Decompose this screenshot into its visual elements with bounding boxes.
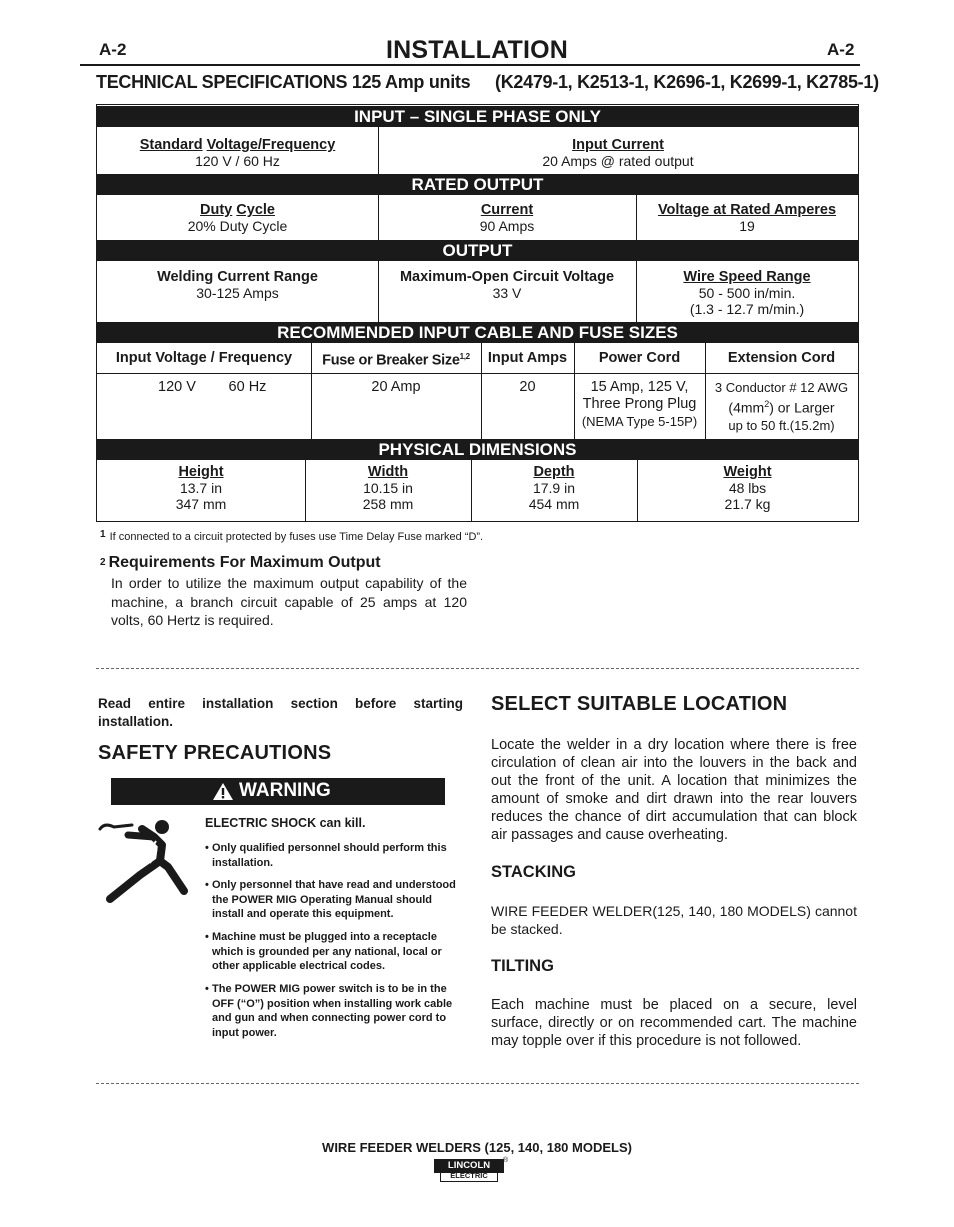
cable-header-extension	[705, 349, 858, 366]
cable-extension-line2-pre: (4mm	[728, 399, 765, 416]
cable-header-fuse-text: Fuse or Breaker Size	[322, 352, 460, 369]
width-value-in: 10.15 in	[363, 480, 413, 496]
footnote-2-text: In order to utilize the maximum output capability of the machine, a branch circuit capable of 25 amps at 120 volts, 60 Hertz is required.	[111, 575, 467, 628]
page-number-right: A-2	[827, 40, 855, 59]
duty-cycle-cell	[97, 202, 378, 234]
input-current-header: Input Current	[572, 137, 664, 153]
logo-top: LINCOLN	[434, 1159, 504, 1173]
page-title: INSTALLATION	[385, 36, 568, 64]
cable-voltage-value: 120 V	[158, 379, 196, 395]
duty-cycle-header-b: Cycle	[236, 202, 275, 218]
weight-header: Weight	[723, 464, 772, 480]
depth-value-mm: 454 mm	[528, 496, 580, 512]
cable-extension-line2-post: ) or Larger	[769, 399, 835, 416]
depth-value-in: 17.9 in	[532, 480, 576, 496]
input-voltage-value: 120 V / 60 Hz	[195, 153, 280, 169]
welding-current-header: Welding Current Range	[157, 269, 318, 285]
depth-cell	[471, 464, 637, 512]
footnote-2-title: Requirements For Maximum Output	[108, 554, 381, 571]
safety-precautions-title: SAFETY PRECAUTIONS	[98, 742, 332, 764]
tilting-text: Each machine must be placed on a secure, level surface, directly or on recommended cart. The machine may topple over if this procedure is not followed.	[491, 997, 857, 1049]
location-text: Locate the welder in a dry location where there is free circulation of clean air into the louvers in the back and out the front of the unit. A location that minimizes the amount of smoke and dirt drawn into the rear louvers reduces the chance of dirt accumulation that can block air passages and cause overheating.	[491, 737, 857, 843]
welding-current-value: 30-125 Amps	[196, 285, 279, 301]
tilting-title: TILTING	[491, 957, 554, 975]
section-bar-output: OUTPUT	[97, 240, 858, 261]
spec-table	[96, 104, 859, 522]
wire-speed-cell	[636, 269, 858, 317]
stacking-text: WIRE FEEDER WELDER(125, 140, 180 MODELS) cannot be stacked.	[491, 903, 857, 937]
welding-current-cell	[97, 269, 378, 301]
input-current-cell	[378, 137, 858, 169]
section-bar-rated-output: RATED OUTPUT	[97, 174, 858, 195]
wire-speed-header: Wire Speed Range	[683, 269, 811, 285]
warning-bullet-text: The POWER MIG power switch is to be in the OFF (“O”) position when installing work cable and gun and when connecting power cord to input power.	[212, 983, 453, 1039]
cable-header-fuse-sup: 1,2	[459, 352, 470, 361]
cable-cord-line1: 15 Amp, 125 V,	[590, 379, 689, 395]
read-note: Read entire installation section before starting installation.	[98, 696, 463, 729]
warning-label: WARNING	[239, 780, 331, 801]
weight-value-lbs: 48 lbs	[728, 480, 767, 496]
cable-header-fuse	[311, 349, 481, 369]
row-divider	[97, 373, 858, 374]
width-value-mm: 258 mm	[362, 496, 414, 512]
stacking-title: STACKING	[491, 863, 576, 881]
cable-frequency-value: 60 Hz	[228, 379, 267, 395]
warning-triangle-icon	[212, 782, 234, 801]
cable-header-cord	[574, 349, 705, 366]
input-voltage-cell	[97, 137, 378, 169]
wire-speed-value-in: 50 - 500 in/min.	[698, 285, 796, 301]
tech-spec-units: 125 Amp units	[351, 72, 471, 92]
electric-shock-title: ELECTRIC SHOCK can kill.	[205, 816, 366, 830]
header-rule	[80, 64, 860, 66]
bullet-dot: •	[205, 931, 209, 943]
warning-bullet-text: Only qualified personnel should perform this installation.	[212, 842, 447, 869]
cable-extension-value	[705, 379, 858, 434]
footnote-1-text: If connected to a circuit protected by fuses use Time Delay Fuse marked “D”.	[109, 531, 484, 543]
lincoln-electric-logo	[434, 1159, 509, 1183]
height-header: Height	[178, 464, 224, 480]
duty-cycle-value: 20% Duty Cycle	[187, 218, 288, 234]
input-current-value: 20 Amps @ rated output	[542, 153, 694, 169]
ocv-header: Maximum-Open Circuit Voltage	[399, 269, 615, 285]
bullet-dot: •	[205, 983, 209, 995]
page-number-left: A-2	[99, 40, 127, 59]
rated-current-value: 90 Amps	[479, 218, 535, 234]
weight-value-kg: 21.7 kg	[724, 496, 771, 512]
footer-text: WIRE FEEDER WELDERS (125, 140, 180 MODELS)	[322, 1140, 632, 1155]
cable-header-amps-text: Input Amps	[487, 350, 568, 366]
cable-header-voltage	[97, 349, 311, 366]
height-cell	[97, 464, 305, 512]
section-bar-input: INPUT – SINGLE PHASE ONLY	[97, 106, 858, 127]
height-value-in: 13.7 in	[179, 480, 223, 496]
section-bar-physical: PHYSICAL DIMENSIONS	[97, 439, 858, 460]
logo-registered: ®	[503, 1157, 509, 1164]
bullet-dot: •	[205, 842, 209, 854]
ocv-cell	[378, 269, 636, 301]
width-cell	[305, 464, 471, 512]
rated-current-header: Current	[480, 202, 534, 218]
warning-bullet-text: Only personnel that have read and understood the POWER MIG Operating Manual should install and operate this equipment.	[212, 879, 456, 920]
height-value-mm: 347 mm	[175, 496, 227, 512]
section-bar-cable: RECOMMENDED INPUT CABLE AND FUSE SIZES	[97, 322, 858, 343]
footnote-1	[100, 529, 483, 543]
cable-header-cord-text: Power Cord	[598, 350, 681, 366]
cable-extension-line2-sup: 2	[764, 399, 770, 409]
bullet-dot: •	[205, 879, 209, 891]
cable-header-extension-text: Extension Cord	[727, 350, 836, 366]
dashed-divider	[96, 668, 859, 669]
wire-speed-value-m: (1.3 - 12.7 m/min.)	[689, 301, 805, 317]
cable-extension-line1: 3 Conductor # 12 AWG	[714, 380, 849, 395]
cable-header-amps	[481, 349, 574, 366]
select-location-title: SELECT SUITABLE LOCATION	[491, 693, 788, 715]
tech-spec-label: TECHNICAL SPECIFICATIONS	[96, 72, 348, 92]
rated-voltage-value: 19	[739, 218, 755, 234]
electric-shock-icon	[98, 815, 194, 903]
warning-bullet-text: Machine must be plugged into a receptacle which is grounded per any national, local or other applicable electrical codes.	[212, 931, 442, 972]
ocv-value: 33 V	[492, 285, 522, 301]
tech-spec-models: (K2479-1, K2513-1, K2696-1, K2699-1, K2785-1)	[495, 72, 879, 92]
footnote-2-mark: 2	[100, 557, 106, 568]
footnote-2-heading	[100, 554, 381, 572]
cable-fuse-value: 20 Amp	[371, 379, 421, 395]
weight-cell	[637, 464, 858, 512]
cable-amps-value: 20	[519, 379, 536, 395]
input-voltage-header-a: Standard	[139, 137, 203, 153]
tech-spec-heading	[96, 72, 879, 93]
dashed-divider	[96, 1083, 859, 1084]
footnote-1-mark: 1	[100, 529, 106, 540]
cable-cord-line2: Three Prong Plug	[582, 396, 697, 412]
logo-bottom: ELECTRIC	[440, 1171, 498, 1182]
cable-cord-value	[574, 379, 705, 430]
rated-current-cell	[378, 202, 636, 234]
rated-voltage-cell	[636, 202, 858, 234]
cable-header-voltage-text: Input Voltage / Frequency	[115, 350, 293, 366]
depth-header: Depth	[533, 464, 575, 480]
cable-cord-line3: (NEMA Type 5-15P)	[581, 414, 698, 429]
duty-cycle-header-a: Duty	[200, 202, 233, 218]
input-voltage-header-b: Voltage/Frequency	[206, 137, 336, 153]
cable-extension-line3: up to 50 ft.(15.2m)	[728, 417, 835, 433]
warning-banner	[111, 778, 445, 805]
rated-voltage-header: Voltage at Rated Amperes	[657, 202, 837, 218]
width-header: Width	[367, 464, 409, 480]
